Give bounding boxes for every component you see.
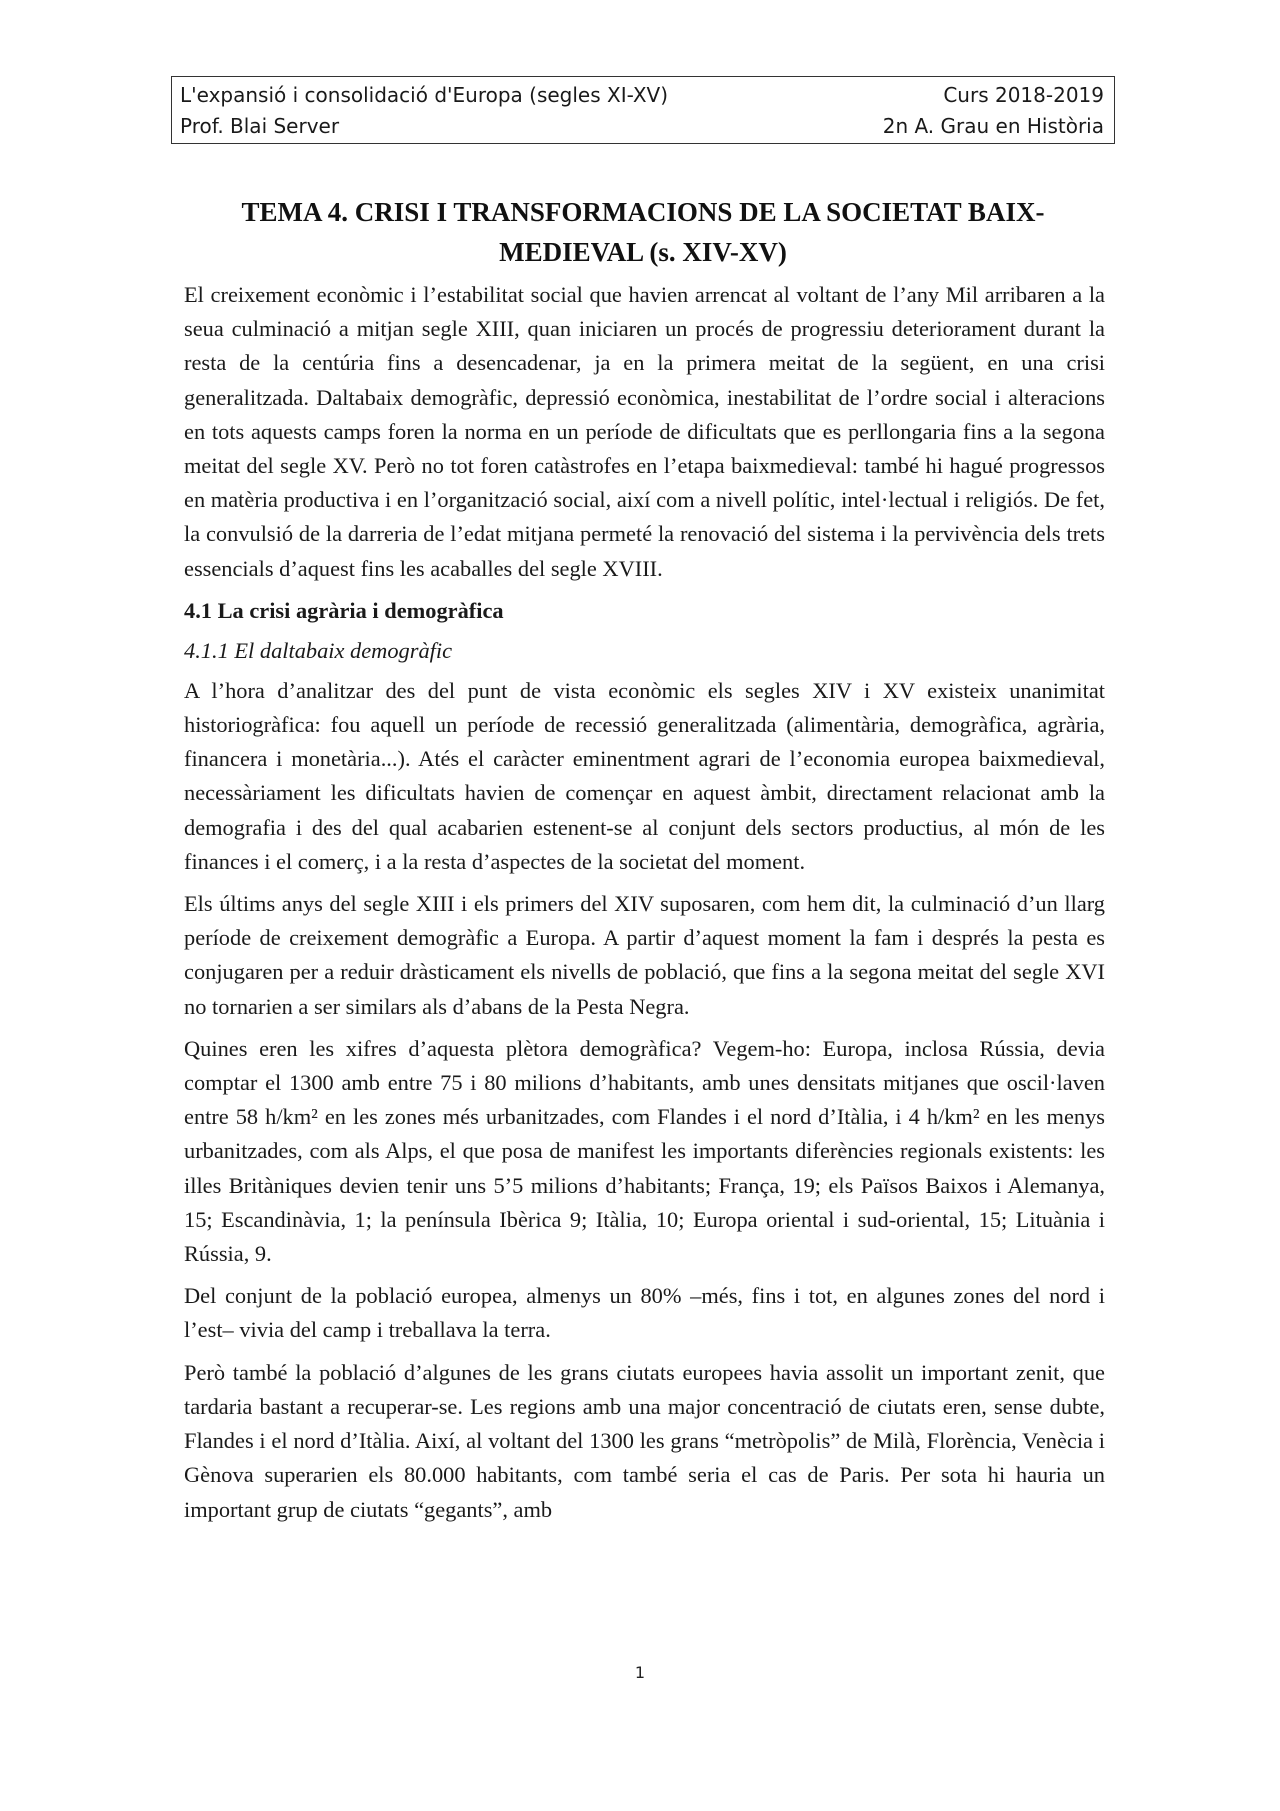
body-paragraph: A l’hora d’analitzar des del punt de vista econòmic els segles XIV i XV existeix unanimitat historiogràfica: fou aquell un període de recessió generalitzada (alimentària, demogràfica, agrària, financera i monetària...). Atés el caràcter eminentment agrari de l’economia europea baixmedieval, necessàriament les dificultats havien de començar en aquest àmbit, directament relacionat amb la demografia i des del qual acabarien estenent-se al conjunt dels sectors productius, al món de les finances i el comerç, i a la resta d’aspectes de la societat del moment.: [184, 677, 1105, 874]
section-heading: 4.1 La crisi agrària i demogràfica: [184, 597, 504, 623]
subsection-heading: 4.1.1 El daltabaix demogràfic: [184, 637, 453, 663]
course-title: L'expansió i consolidació d'Europa (segles XI-XV): [180, 83, 669, 107]
body-paragraph: Els últims anys del segle XIII i els primers del XIV suposaren, com hem dit, la culminació d’un llarg període de creixement demogràfic a Europa. A partir d’aquest moment la fam i després la pesta es conjugaren per a reduir dràsticament els nivells de població, que fins a la segona meitat del segle XVI no tornarien a ser similars als d’abans de la Pesta Negra.: [184, 891, 1105, 1019]
document-title: TEMA 4. CRISI I TRANSFORMACIONS DE LA SOCIETAT BAIX-MEDIEVAL (s. XIV-XV): [241, 197, 1045, 268]
header-row-1: [180, 80, 1104, 110]
intro-paragraph: El creixement econòmic i l’estabilitat social que havien arrencat al voltant de l’any Mil arribaren a la seua culminació a mitjan segle XIII, quan iniciaren un procés de progressiu deteriorament durant la resta de la centúria fins a desencadenar, ja en la primera meitat de la següent, en una crisi generalitzada. Daltabaix demogràfic, depressió econòmica, inestabilitat de l’ordre social i alteracions en tots aquests camps foren la norma en un període de dificultats que es perllongaria fins a la segona meitat del segle XV. Però no tot foren catàstrofes en l’etapa baixmedieval: també hi hagué progressos en matèria productiva i en l’organització social, així com a nivell polític, intel·lectual i religiós. De fet, la convulsió de la darreria de l’edat mitjana permeté la renovació del sistema i la pervivència dels trets essencials d’aquest fins les acaballes del segle XVIII.: [184, 282, 1105, 581]
document-body: [184, 278, 1105, 1535]
degree-name: 2n A. Grau en Història: [882, 114, 1104, 138]
page-header: [171, 76, 1115, 144]
body-paragraph: Quines eren les xifres d’aquesta plètora demogràfica? Vegem-ho: Europa, inclosa Rússia, devia comptar el 1300 amb entre 75 i 80 milions d’habitants, amb unes densitats mitjanes que oscil·laven entre 58 h/km² en les zones més urbanitzades, com Flandes i el nord d’Itàlia, i 4 h/km² en les menys urbanitzades, com als Alps, el que posa de manifest les importants diferències regionals existents: les illes Britàniques devien tenir uns 5’5 milions d’habitants; França, 19; els Països Baixos i Alemanya, 15; Escandinàvia, 1; la península Ibèrica 9; Itàlia, 10; Europa oriental i sud-oriental, 15; Lituània i Rússia, 9.: [184, 1035, 1105, 1267]
body-paragraph: Però també la població d’algunes de les grans ciutats europees havia assolit un important zenit, que tardaria bastant a recuperar-se. Les regions amb una major concentració de ciutats eren, sense dubte, Flandes i el nord d’Itàlia. Així, al voltant del 1300 les grans “metròpolis” de Milà, Florència, Venècia i Gènova superarien els 80.000 habitants, com també seria el cas de Paris. Per sota hi hauria un important grup de ciutats “gegants”, amb: [184, 1359, 1105, 1522]
professor-name: Prof. Blai Server: [180, 114, 340, 138]
page-number: 1: [634, 1663, 646, 1682]
header-row-2: [180, 111, 1104, 141]
body-paragraph: Del conjunt de la població europea, almenys un 80% –més, fins i tot, en algunes zones del nord i l’est– vivia del camp i treballava la terra.: [184, 1283, 1105, 1343]
academic-year: Curs 2018-2019: [943, 83, 1104, 107]
